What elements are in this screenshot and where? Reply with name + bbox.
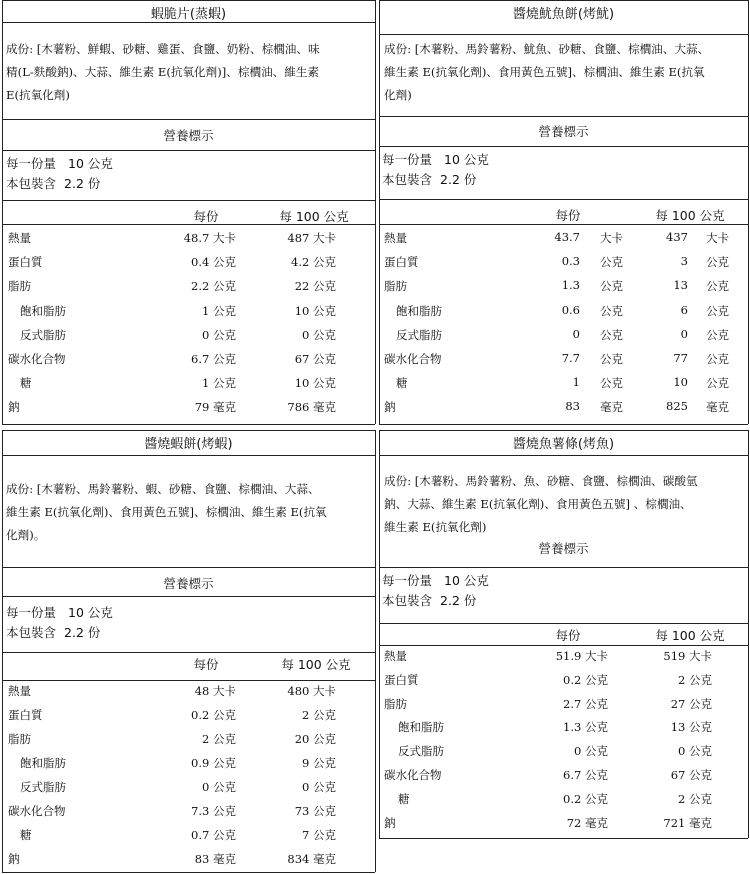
servings-per-package (6, 173, 100, 195)
per-serving-header: 每份 (555, 208, 581, 223)
per-100g-number: 77 (673, 351, 688, 365)
rule-line (2, 150, 375, 151)
per-100g-value: 519 大卡 (663, 649, 712, 663)
serving-size-label: 每一份量 (6, 156, 57, 171)
panel-border-bottom (379, 838, 748, 839)
serving-size-label: 每一份量 (382, 573, 433, 588)
ingredients-line: 化劑)。 (6, 528, 46, 542)
per-serving-unit: 公克 (600, 255, 623, 270)
per-100g-value: 480 大卡 (287, 684, 336, 698)
per-serving-number: 83 (565, 399, 580, 414)
nutrition-heading: 營養標示 (538, 124, 589, 139)
package-servings-value: 2.2 份 (64, 625, 101, 640)
rule-line (379, 455, 748, 456)
ingredients-text (6, 478, 369, 547)
per-100g-unit: 大卡 (706, 231, 729, 245)
rule-line (2, 567, 375, 568)
ingredients-line: 成份: [木薯粉、馬鈴薯粉、魚、砂糖、食鹽、棕櫚油、碳酸氫 (384, 474, 698, 488)
per-100g-number: 437 (666, 230, 688, 244)
panel-border-right (375, 0, 376, 424)
product-title: 蝦脆片(蒸蝦) (150, 7, 227, 22)
product-title: 醬燒蝦餅(烤蝦) (144, 437, 233, 452)
nutrient-name: 碳水化合物 (384, 352, 442, 366)
servings-per-package (6, 622, 100, 644)
per-100g-value: 10 公克 (294, 303, 336, 318)
per-serving-value: 0.2 公克 (191, 708, 236, 722)
per-serving-value: 51.9 大卡 (555, 649, 608, 663)
rule-line (2, 119, 375, 120)
per-serving-value: 1 公克 (202, 303, 236, 318)
serving-size-value: 10 公克 (440, 152, 489, 167)
per-serving-value: 0.9 公克 (191, 756, 236, 770)
ingredients-line: 鈉、大蒜、維生素 E(抗氧化劑)、食用黃色五號] 、棕櫚油、 (384, 497, 692, 511)
package-label: 本包裝含 (382, 593, 433, 608)
nutrient-name: 蛋白質 (384, 672, 419, 687)
nutrient-name: 反式脂肪 (20, 327, 66, 342)
ingredients-text (384, 38, 743, 107)
nutrient-name: 反式脂肪 (398, 744, 444, 759)
per-serving-value: 48 大卡 (194, 684, 236, 698)
per-serving-number: 0 (572, 326, 580, 341)
per-serving-value: 2.7 公克 (563, 696, 608, 711)
nutrient-name: 脂肪 (8, 732, 31, 746)
ingredients-line: 化劑) (384, 88, 412, 102)
panel-border-right (748, 0, 749, 424)
per-serving-value: 2 公克 (202, 732, 236, 746)
serving-size-value: 10 公克 (64, 605, 113, 620)
rule-line (379, 146, 748, 147)
panel-border-left (2, 430, 3, 872)
product-title: 醬燒魚薯條(烤魚) (512, 437, 615, 452)
per-serving-value: 0.2 公克 (563, 672, 608, 687)
column-header-rule (379, 645, 748, 646)
panel-border-right (748, 430, 749, 838)
ingredients-text (384, 470, 743, 539)
per-100g-value: 2 公克 (302, 708, 336, 722)
package-label: 本包裝含 (6, 176, 57, 191)
nutrient-name: 蛋白質 (8, 255, 43, 270)
package-servings-value: 2.2 份 (64, 176, 101, 191)
serving-size-value: 10 公克 (64, 156, 113, 171)
nutrient-name: 蛋白質 (384, 255, 419, 270)
nutrient-name: 熱量 (384, 649, 407, 663)
per-100g-value: 20 公克 (294, 732, 336, 746)
per-serving-value: 0 公克 (202, 327, 236, 342)
per-serving-unit: 公克 (600, 376, 623, 391)
nutrient-name: 蛋白質 (8, 708, 43, 722)
per-serving-value: 2.2 公克 (191, 279, 236, 294)
panel-border-bottom (379, 424, 748, 425)
package-label: 本包裝含 (382, 172, 433, 187)
per-serving-value: 7.3 公克 (191, 804, 236, 818)
servings-per-package (382, 169, 476, 191)
ingredients-line: 維生素 E(抗氧化劑)、食用黃色五號]、棕櫚油、維生素 E(抗氧 (6, 505, 327, 519)
per-serving-header: 每份 (193, 657, 219, 672)
serving-size-label: 每一份量 (382, 152, 433, 167)
per-100g-value: 2 公克 (678, 672, 712, 687)
nutrient-name: 飽和脂肪 (398, 720, 444, 735)
per-100g-value: 0 公克 (302, 327, 336, 342)
per-100g-value: 9 公克 (302, 756, 336, 770)
ingredients-line: 精(L-麩酸鈉)、大蒜、維生素 E(抗氧化劑)]、棕櫚油、維生素 (6, 65, 320, 79)
per-100g-value: 834 毫克 (287, 852, 336, 866)
per-100g-value: 7 公克 (302, 828, 336, 842)
panel-border-left (2, 0, 3, 424)
nutrient-name: 鈉 (384, 815, 396, 830)
column-header-rule (2, 680, 375, 681)
nutrition-heading: 營養標示 (538, 541, 589, 556)
per-serving-value: 83 毫克 (194, 852, 236, 866)
per-100g-unit: 公克 (706, 303, 729, 318)
nutrient-name: 飽和脂肪 (20, 756, 66, 770)
per-100g-value: 67 公克 (294, 352, 336, 366)
per-serving-header: 每份 (193, 209, 219, 224)
package-servings-value: 2.2 份 (440, 172, 477, 187)
per-100g-number: 13 (673, 278, 688, 293)
per-100g-header: 每 100 公克 (655, 208, 725, 223)
per-serving-unit: 公克 (600, 279, 623, 294)
nutrient-name: 碳水化合物 (8, 352, 66, 366)
per-100g-header: 每 100 公克 (281, 657, 351, 672)
per-serving-value: 79 毫克 (194, 400, 236, 415)
rule-line (2, 430, 375, 431)
per-100g-unit: 公克 (706, 255, 729, 270)
ingredients-line: E(抗氧化劑) (6, 88, 70, 102)
per-100g-value: 22 公克 (294, 279, 336, 294)
nutrition-heading: 營養標示 (163, 128, 214, 143)
rule-line (379, 430, 748, 431)
per-100g-value: 2 公克 (678, 791, 712, 806)
nutrition-heading: 營養標示 (163, 576, 214, 591)
per-100g-value: 4.2 公克 (291, 255, 336, 270)
panel-border-bottom (2, 424, 375, 425)
per-100g-unit: 公克 (706, 352, 729, 366)
rule-line (379, 116, 748, 117)
panel-border-left (379, 0, 380, 424)
nutrient-name: 糖 (20, 376, 32, 391)
per-serving-number: 43.7 (554, 230, 580, 244)
per-serving-value: 0 公克 (202, 780, 236, 794)
per-serving-number: 0.6 (561, 302, 580, 317)
per-serving-unit: 毫克 (600, 400, 623, 415)
per-100g-unit: 公克 (706, 376, 729, 391)
rule-line (2, 455, 375, 456)
serving-size (382, 149, 489, 171)
nutrient-name: 碳水化合物 (8, 804, 66, 818)
per-serving-unit: 大卡 (600, 231, 623, 245)
per-serving-value: 0.2 公克 (563, 791, 608, 806)
rule-line (2, 652, 375, 653)
per-serving-number: 0.3 (561, 254, 580, 269)
per-100g-number: 0 (680, 326, 688, 341)
nutrient-name: 反式脂肪 (396, 327, 442, 342)
per-serving-value: 0.4 公克 (191, 255, 236, 270)
nutrient-name: 鈉 (384, 400, 396, 415)
panel-border-bottom (2, 872, 375, 873)
per-serving-value: 48.7 大卡 (183, 231, 236, 245)
nutrient-name: 鈉 (8, 400, 20, 415)
per-serving-value: 6.7 公克 (563, 768, 608, 782)
nutrient-name: 熱量 (8, 231, 31, 245)
ingredients-text (6, 38, 369, 107)
nutrient-name: 鈉 (8, 852, 20, 866)
product-title: 醬燒魷魚餅(烤魷) (512, 7, 615, 22)
nutrient-name: 脂肪 (8, 279, 31, 294)
serving-size-label: 每一份量 (6, 605, 57, 620)
serving-size (382, 570, 489, 592)
per-serving-number: 1.3 (561, 278, 580, 293)
per-100g-header: 每 100 公克 (655, 628, 725, 643)
ingredients-line: 成份: [木薯粉、馬鈴薯粉、魷魚、砂糖、食鹽、棕櫚油、大蒜、 (384, 42, 710, 56)
rule-line (2, 0, 375, 1)
rule-line (2, 596, 375, 597)
per-serving-value: 1 公克 (202, 376, 236, 391)
serving-size (6, 602, 113, 624)
nutrient-name: 碳水化合物 (384, 768, 442, 782)
ingredients-line: 維生素 E(抗氧化劑)、食用黃色五號]、棕櫚油、維生素 E(抗氧 (384, 65, 705, 79)
per-100g-value: 27 公克 (670, 696, 712, 711)
rule-line (379, 0, 748, 1)
per-100g-unit: 公克 (706, 279, 729, 294)
per-100g-unit: 公克 (706, 327, 729, 342)
rule-line (379, 623, 748, 624)
nutrient-name: 糖 (396, 376, 408, 391)
per-100g-unit: 毫克 (706, 400, 729, 415)
nutrient-name: 熱量 (8, 684, 31, 698)
per-serving-unit: 公克 (600, 303, 623, 318)
nutrient-name: 脂肪 (384, 279, 407, 294)
ingredients-line: 成份: [木薯粉、鮮蝦、砂糖、雞蛋、食鹽、奶粉、棕櫚油、味 (6, 42, 320, 56)
rule-line (379, 34, 748, 35)
per-100g-value: 487 大卡 (287, 231, 336, 245)
ingredients-line: 成份: [木薯粉、馬鈴薯粉、蝦、砂糖、食鹽、棕櫚油、大蒜、 (6, 482, 320, 496)
column-header-rule (379, 224, 748, 225)
per-100g-value: 721 毫克 (663, 815, 712, 830)
per-serving-number: 1 (572, 375, 580, 390)
per-100g-value: 0 公克 (302, 780, 336, 794)
per-serving-unit: 公克 (600, 327, 623, 342)
nutrient-name: 反式脂肪 (20, 780, 66, 794)
per-100g-number: 10 (673, 375, 688, 390)
per-serving-number: 7.7 (561, 351, 580, 365)
panel-border-left (379, 430, 380, 838)
nutrient-name: 糖 (398, 791, 410, 806)
package-servings-value: 2.2 份 (440, 593, 477, 608)
per-100g-value: 10 公克 (294, 376, 336, 391)
per-100g-number: 3 (680, 254, 688, 269)
per-serving-unit: 公克 (600, 352, 623, 366)
rule-line (379, 567, 748, 568)
rule-line (2, 22, 375, 23)
servings-per-package (382, 590, 476, 612)
nutrient-name: 飽和脂肪 (396, 303, 442, 318)
per-serving-value: 1.3 公克 (563, 720, 608, 735)
ingredients-line: 維生素 E(抗氧化劑) (384, 520, 487, 534)
package-label: 本包裝含 (6, 625, 57, 640)
per-100g-number: 6 (680, 302, 688, 317)
per-100g-value: 73 公克 (294, 804, 336, 818)
rule-line (2, 200, 375, 201)
per-100g-value: 67 公克 (670, 768, 712, 782)
serving-size (6, 153, 113, 175)
per-serving-value: 72 毫克 (566, 815, 608, 830)
per-100g-value: 0 公克 (678, 744, 712, 759)
panel-border-right (375, 430, 376, 872)
per-serving-value: 0.7 公克 (191, 828, 236, 842)
serving-size-value: 10 公克 (440, 573, 489, 588)
per-100g-number: 825 (666, 399, 688, 414)
per-serving-value: 6.7 公克 (191, 352, 236, 366)
rule-line (379, 199, 748, 200)
per-serving-value: 0 公克 (574, 744, 608, 759)
nutrient-name: 脂肪 (384, 696, 407, 711)
nutrient-name: 糖 (20, 828, 32, 842)
per-100g-value: 13 公克 (670, 720, 712, 735)
nutrient-name: 飽和脂肪 (20, 303, 66, 318)
per-serving-header: 每份 (555, 628, 581, 643)
per-100g-value: 786 毫克 (287, 400, 336, 415)
per-100g-header: 每 100 公克 (279, 209, 349, 224)
nutrient-name: 熱量 (384, 231, 407, 245)
